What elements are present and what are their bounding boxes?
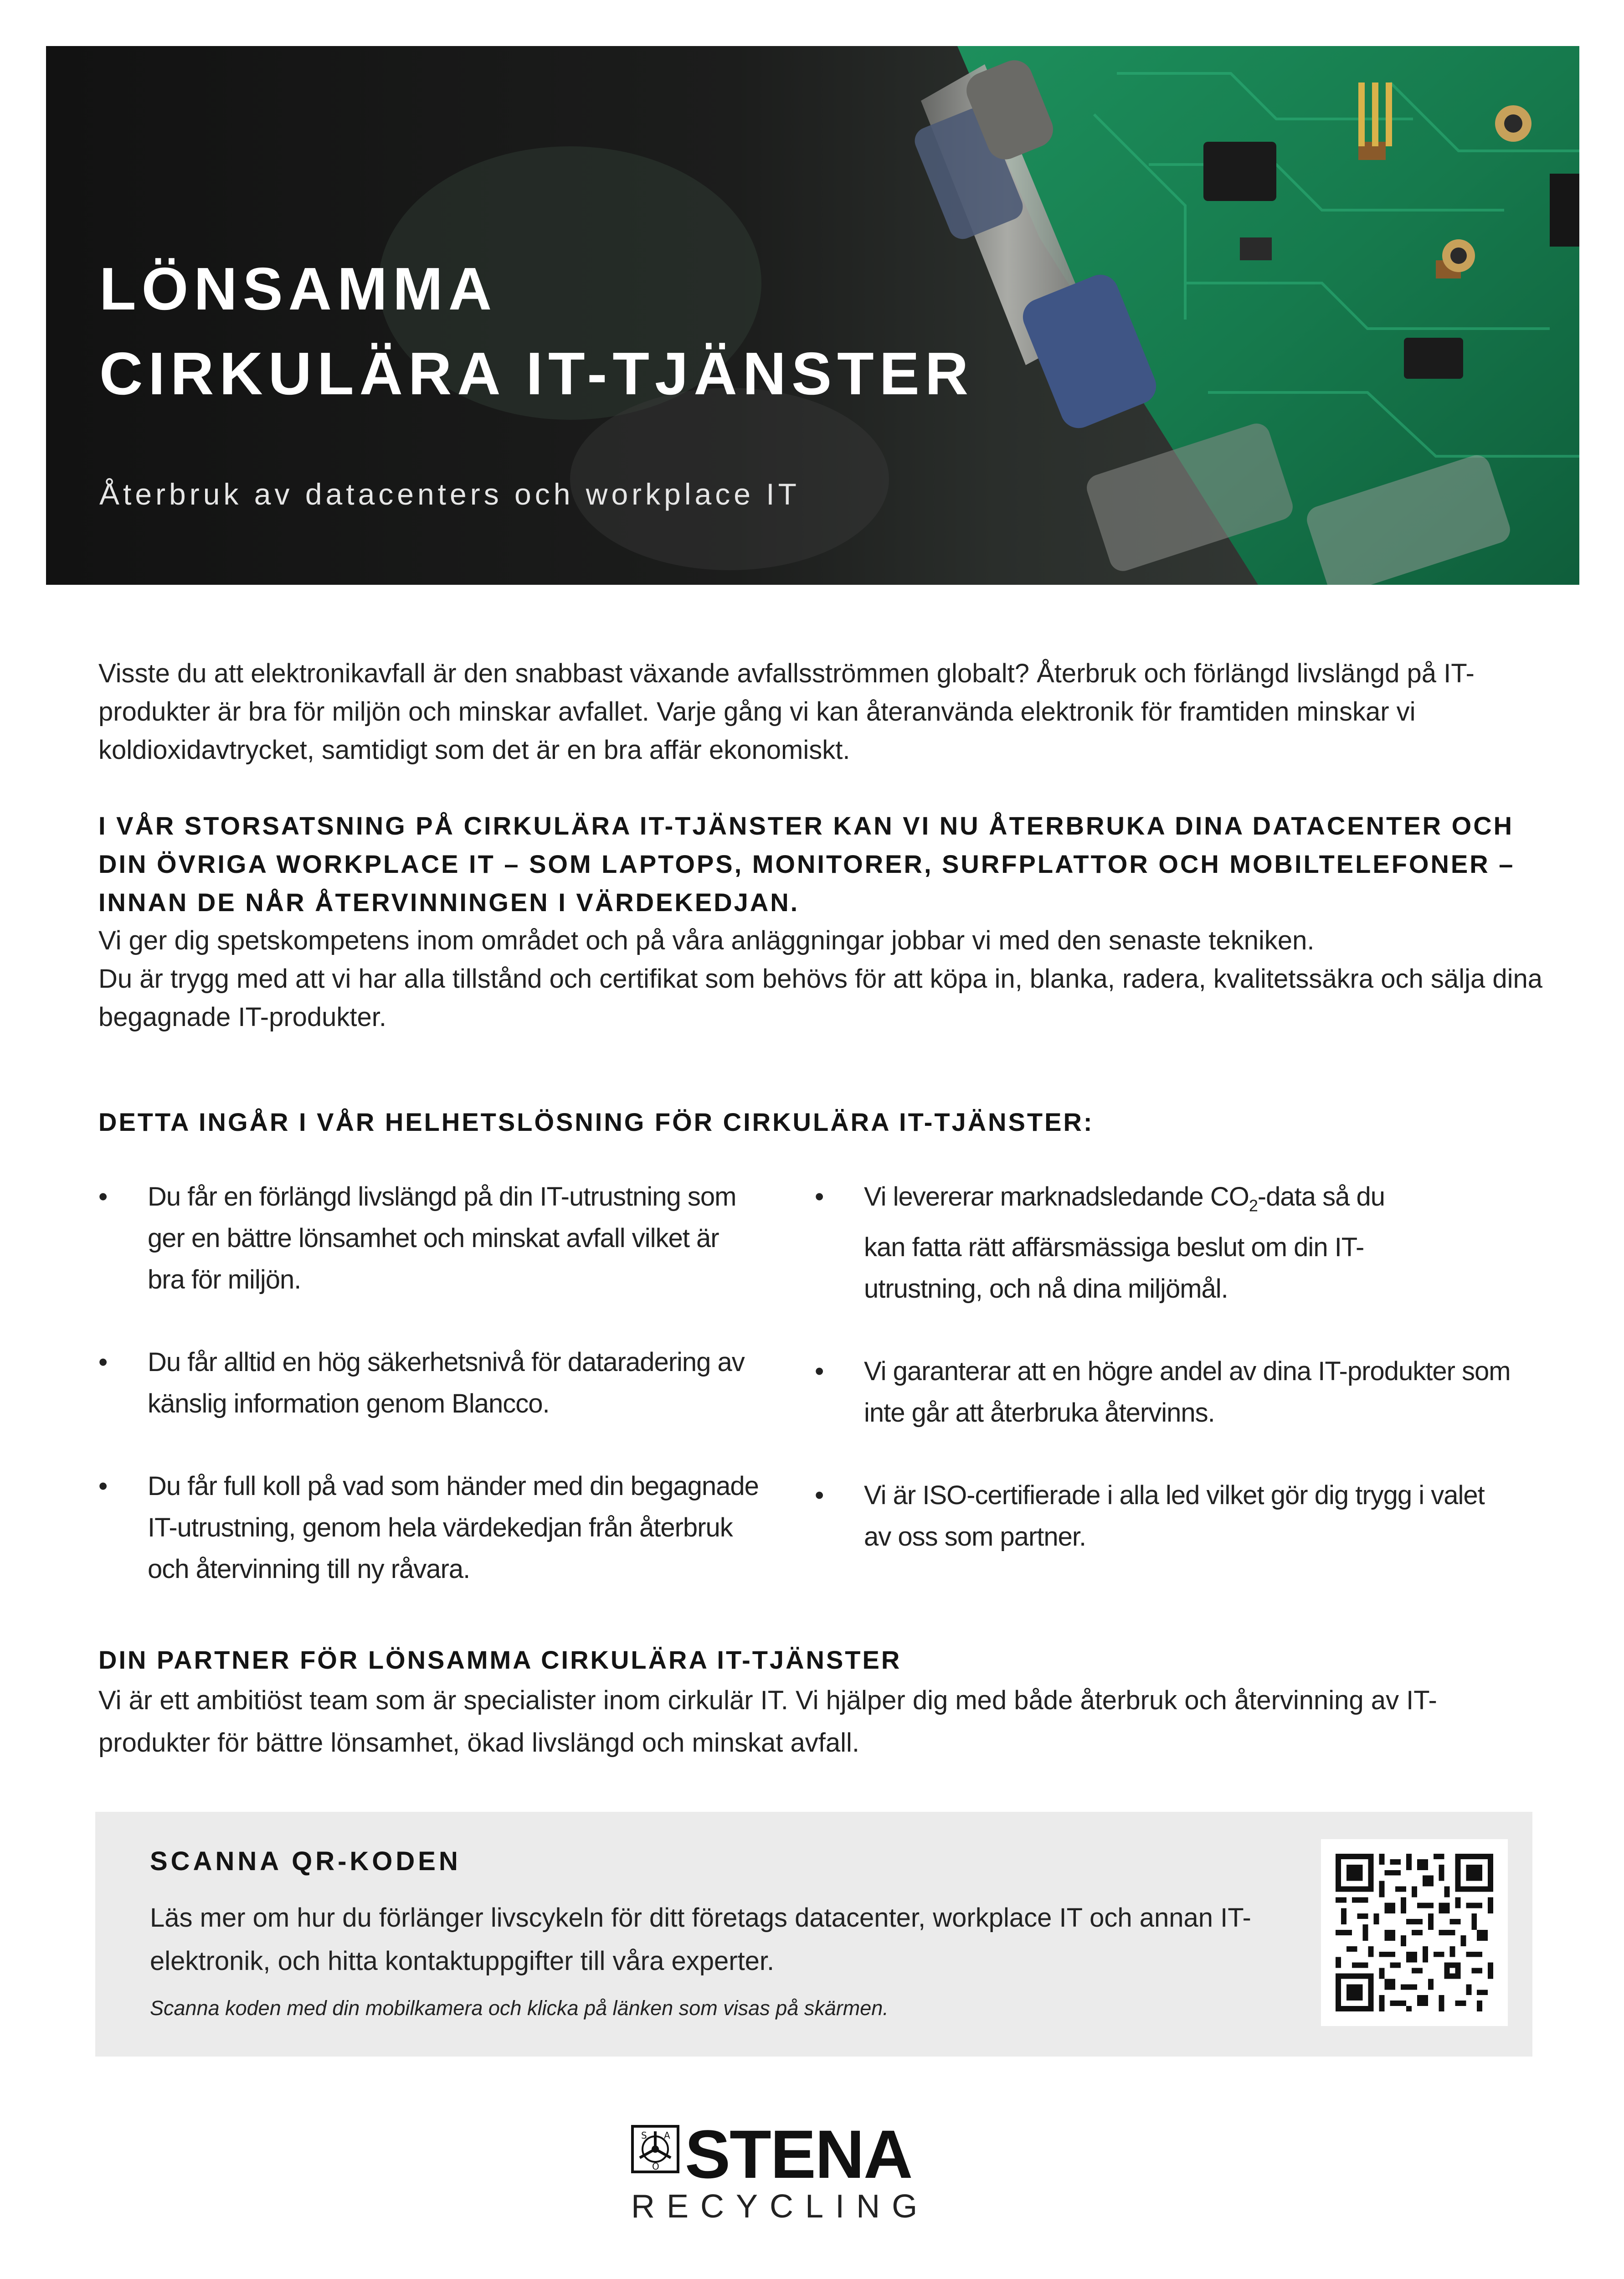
list-item: • Vi är ISO-certifierade i alla led vilket gör dig trygg i valet av oss som partner. [815, 1475, 1502, 1557]
list-item: • Du får en förlängd livslängd på din IT-utrustning som ger en bättre lönsamhet och minskat avfall vilket är bra för miljön. [98, 1176, 740, 1300]
bullet-icon: • [815, 1182, 824, 1212]
hero-banner [46, 46, 1579, 585]
investment-line1: Vi ger dig spetskompetens inom området och på våra anläggningar jobbar vi med den senaste tekniken. [98, 926, 1315, 955]
logo-subtitle: RECYCLING [631, 2188, 930, 2225]
partner-section [98, 1641, 1547, 1764]
qr-text: Läs mer om hur du förlänger livscykeln för ditt företags datacenter, workplace IT och annan IT-elektronik, och hitta kontaktuppgifter till våra experter. [150, 1903, 1251, 1976]
stena-logo-icon [631, 2125, 679, 2173]
hero-title-line2: CIRKULÄRA IT-TJÄNSTER [99, 340, 974, 407]
investment-heading: I VÅR STORSATSNING PÅ CIRKULÄRA IT-TJÄNSTER KAN VI NU ÅTERBRUKA DINA DATACENTER OCH DIN ÖVRIGA WORKPLACE IT – SOM LAPTOPS, MONITORER, SURFPLATTOR OCH MOBILTELEFONER – INNAN DE NÅR ÅTERVINNINGEN I VÄRDEKEDJAN. [98, 811, 1515, 917]
logo-wordmark: STENA [685, 2116, 912, 2192]
qr-code-icon[interactable] [1321, 1839, 1508, 2026]
svg-text:A: A [664, 2130, 670, 2141]
partner-text: Vi är ett ambitiöst team som är specialister inom cirkulär IT. Vi hjälper dig med både återbruk och återvinning av IT-produkter för bättre lönsamhet, ökad livslängd och minskat avfall. [98, 1686, 1437, 1758]
qr-panel [95, 1812, 1532, 2057]
included-heading: DETTA INGÅR I VÅR HELHETSLÖSNING FÖR CIRKULÄRA IT-TJÄNSTER: [98, 1108, 1094, 1136]
partner-heading: DIN PARTNER FÖR LÖNSAMMA CIRKULÄRA IT-TJÄNSTER [98, 1645, 902, 1674]
investment-line2: Du är trygg med att vi har alla tillstånd och certifikat som behövs för att köpa in, blanka, radera, kvalitetssäkra och sälja dina begagnade IT-produkter. [98, 964, 1542, 1032]
hero-title [99, 247, 974, 416]
list-item: • Du får full koll på vad som händer med din begagnade IT-utrustning, genom hela värdekedjan från återbruk och återvinning till ny råvara. [98, 1465, 767, 1590]
hero-title-line1: LÖNSAMMA [99, 255, 498, 322]
list-item: • Vi levererar marknadsledande $CO_2$-data så du kan fatta rätt affärsmässiga beslut om din IT-utrustning, och nå dina miljömål. [815, 1176, 1411, 1310]
bullet-icon: • [815, 1480, 824, 1510]
svg-text:S: S [641, 2130, 647, 2141]
list-item: • Vi garanterar att en högre andel av dina IT-produkter som inte går att återbruka återvinns. [815, 1351, 1529, 1433]
bullet-icon: • [98, 1182, 108, 1212]
bullet-icon: • [815, 1356, 824, 1386]
qr-note: Scanna koden med din mobilkamera och klicka på länken som visas på skärmen. [150, 1996, 889, 2020]
qr-code-image [1336, 1854, 1493, 2011]
stena-recycling-logo[interactable] [631, 2116, 930, 2225]
list-item: • Du får alltid en hög säkerhetsnivå för dataradering av känslig information genom Blancco. [98, 1341, 767, 1424]
qr-heading: SCANNA QR-KODEN [150, 1846, 461, 1876]
included-list-right [815, 1176, 1511, 1598]
svg-text:O: O [652, 2161, 659, 2172]
investment-section [98, 807, 1547, 1036]
included-list-left [98, 1176, 782, 1631]
bullet-icon: • [98, 1471, 108, 1501]
intro-paragraph: Visste du att elektronikavfall är den snabbast växande avfallsströmmen globalt? Återbruk och förlängd livslängd på IT-produkter är bra för miljön och minskar avfallet. Varje gång vi kan återanvända elektronik för framtiden minskar vi koldioxidavtrycket, samtidigt som det är en bra affär ekonomiskt. [98, 659, 1475, 765]
bullet-icon: • [98, 1347, 108, 1377]
hero-subtitle: Återbruk av datacenters och workplace IT [99, 477, 800, 511]
